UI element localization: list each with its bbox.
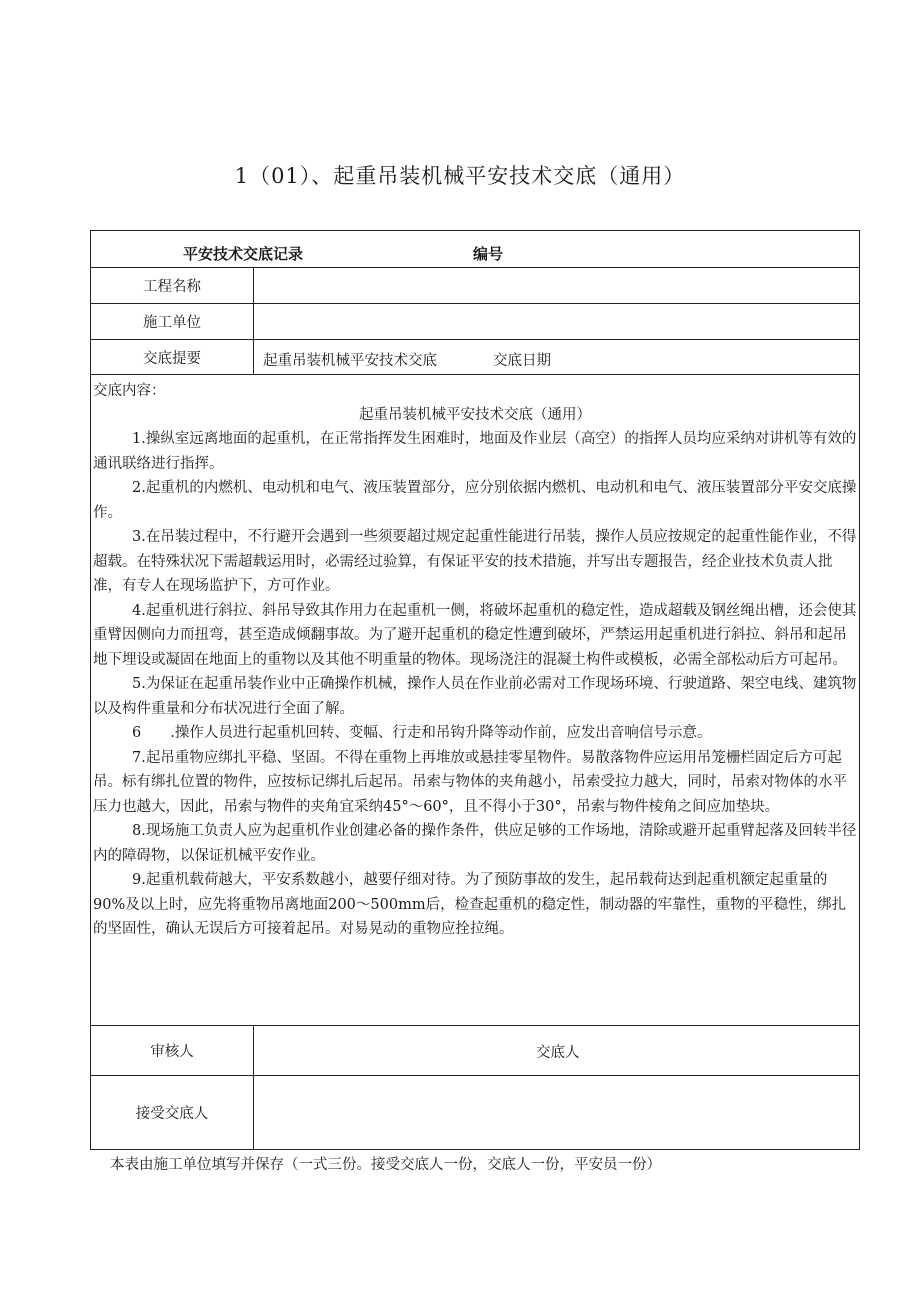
footer-note: 本表由施工单位填写并保存（一式三份。接受交底人一份，交底人一份，平安员一份）: [110, 1157, 661, 1173]
summary-row: [91, 340, 859, 375]
receiver-label: 接受交底人: [91, 1076, 254, 1149]
date-label: 交底日期: [493, 353, 551, 369]
paragraph-2: 2.起重机的内燃机、电动机和电气、液压装置部分，应分别依据内燃机、电动机和电气、液压装置部分平安交底操作。: [93, 480, 857, 521]
paragraph-7: 7.起吊重物应绑扎平稳、坚固。不得在重物上再堆放或悬挂零星物件。易散落物件应运用吊笼栅栏固定后方可起吊。标有绑扎位置的物件，应按标记绑扎后起吊。吊索与物体的夹角越小，吊索受拉力越大，同时，吊索对物体的水平压力也越大，因此，吊索与物件的夹角宜采纳45°～60°，且不得小于30°，吊索与物件棱角之间应加垫块。: [93, 749, 847, 815]
construction-unit-label: 施工单位: [91, 304, 254, 339]
receiver-sign-row: [91, 1076, 859, 1149]
paragraph-9: 9.起重机载荷越大，平安系数越小，越要仔细对待。为了预防事故的发生，起吊载荷达到起重机额定起重量的90%及以上时，应先将重物吊离地面200～500mm后，检查起重机的稳定性，制动器的牢靠性，重物的平稳性，绑扎的坚固性，确认无误后方可接着起吊。对易晃动的重物应拴拉绳。: [93, 872, 847, 937]
paragraph-4: 4.起重机进行斜拉、斜吊导致其作用力在起重机一侧，将破坏起重机的稳定性，造成超载及钢丝绳出槽，还会使其重臂因侧向力而扭弯，甚至造成倾翻事故。为了避开起重机的稳定性遭到破坏，严禁运用起重机进行斜拉、斜吊和起吊地下埋设或凝固在地面上的重物以及其他不明重量的物体。现场浇注的混凝土构件或模板，必需全部松动后方可起吊。: [93, 602, 857, 668]
record-label: 平安技术交底记录: [183, 245, 304, 263]
review-sign-row: [91, 1026, 859, 1076]
project-name-label: 工程名称: [91, 268, 254, 303]
content-heading: 起重吊装机械平安技术交底（通用）: [359, 407, 591, 423]
discloser-label: 交底人: [536, 1045, 580, 1061]
header-row: [91, 231, 859, 268]
paragraph-3: 3.在吊装过程中，不行避开会遇到一些须要超过规定起重性能进行吊装，操作人员应按规定的起重性能作业，不得超载。在特殊状况下需超载运用时，必需经过验算，有保证平安的技术措施，并写出专题报告，经企业技术负责人批准，有专人在现场监护下，方可作业。: [93, 529, 857, 594]
content-section: [91, 375, 859, 1026]
content-label: 交底内容：: [93, 383, 166, 399]
reviewer-label: 审核人: [91, 1026, 254, 1075]
content-paragraphs: [93, 427, 859, 942]
summary-label: 交底提要: [91, 340, 254, 374]
document-title: 1（01）、起重吊装机械平安技术交底（通用）: [234, 164, 686, 188]
project-name-row: [91, 268, 859, 304]
paragraph-8: 8.现场施工负责人应为起重机作业创建必备的操作条件，供应足够的工作场地，清除或避开起重臂起落及回转半径内的障碍物，以保证机械平安作业。: [93, 823, 857, 864]
paragraph-6: 6 .操作人员进行起重机回转、变幅、行走和吊钩升降等动作前，应发出音响信号示意。: [132, 725, 712, 741]
number-label: 编号: [473, 245, 504, 263]
disclosure-form-table: [90, 230, 860, 1150]
paragraph-1: 1.操纵室远离地面的起重机，在正常指挥发生困难时，地面及作业层（高空）的指挥人员均应采纳对讲机等有效的通讯联络进行指挥。: [93, 431, 857, 472]
summary-value: 起重吊装机械平安技术交底: [263, 353, 437, 369]
construction-unit-row: [91, 304, 859, 340]
paragraph-5: 5.为保证在起重吊装作业中正确操作机械，操作人员在作业前必需对工作现场环境、行驶道路、架空电线、建筑物以及构件重量和分布状况进行全面了解。: [93, 676, 857, 717]
